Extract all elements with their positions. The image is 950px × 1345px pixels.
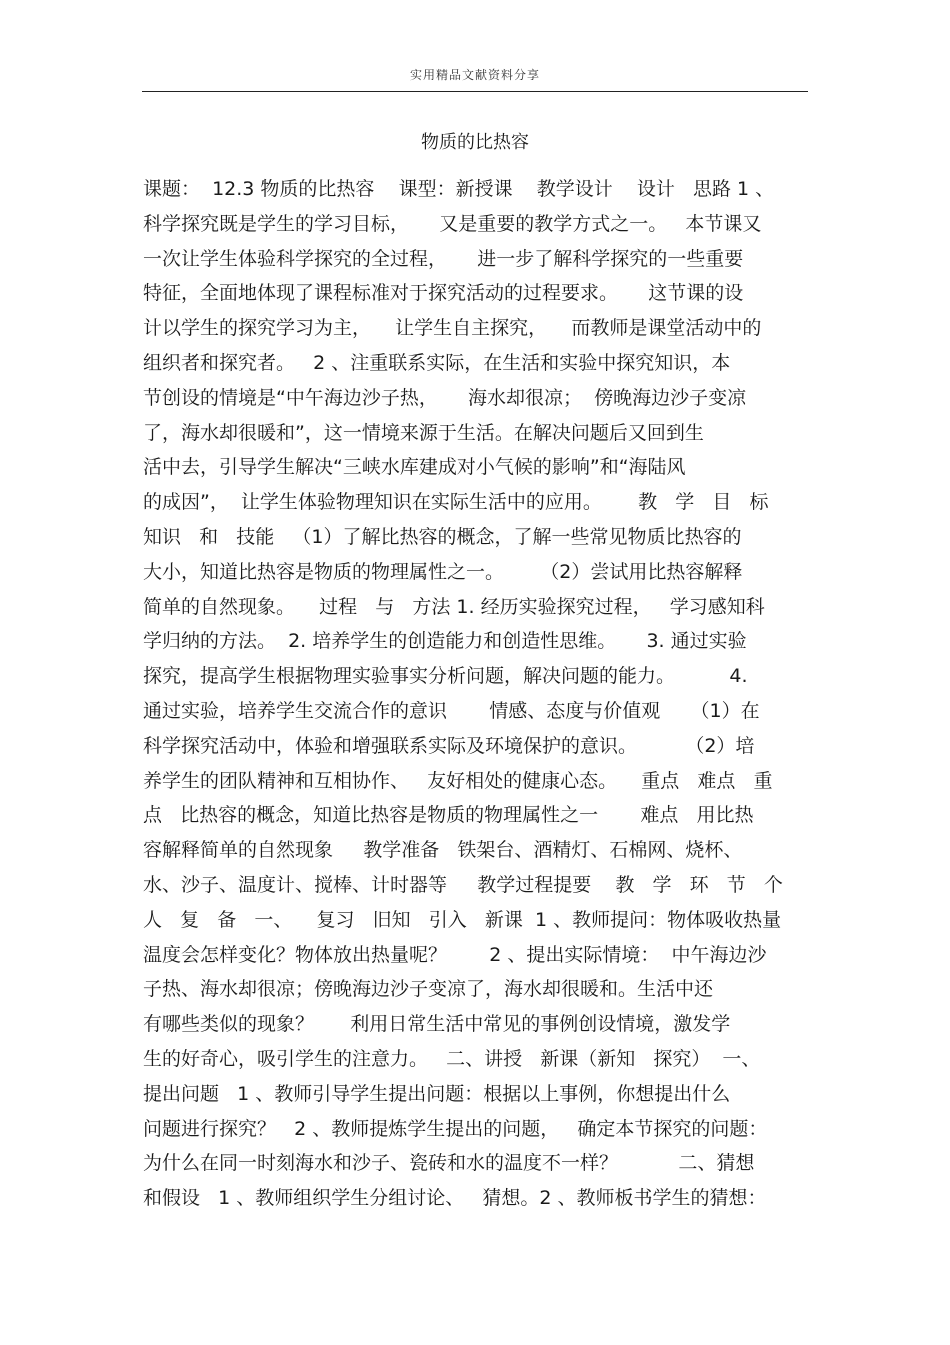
- body-line: 的成因”， 让学生体验物理知识在实际生活中的应用。 教 学 目 标: [143, 491, 769, 514]
- document-body: [143, 172, 809, 1216]
- body-line: 提出问题 1 、教师引导学生提出问题：根据以上事例，你想提出什么: [143, 1082, 731, 1105]
- body-line: 有哪些类似的现象？ 利用日常生活中常见的事例创设情境，激发学: [143, 1013, 731, 1036]
- body-line: 计以学生的探究学习为主， 让学生自主探究， 而教师是课堂活动中的: [143, 317, 762, 340]
- body-line: 课题： 12.3 物质的比热容 课型：新授课 教学设计 设计 思路 1 、: [143, 178, 775, 200]
- body-line: 点 比热容的概念，知道比热容是物质的物理属性之一 难点 用比热: [143, 804, 754, 827]
- body-line: 简单的自然现象。 过程 与 方法 1. 经历实验探究过程， 学习感知科: [143, 595, 765, 618]
- body-line: 子热、海水却很凉；傍晚海边沙子变凉了，海水却很暖和。生活中还: [143, 978, 714, 1001]
- body-line: 容解释简单的自然现象 教学准备 铁架台、酒精灯、石棉网、烧杯、: [143, 839, 743, 862]
- body-line: 大小，知道比热容是物质的物理属性之一。 （2）尝试用比热容解释: [143, 560, 743, 583]
- page-header: 实用精品文献资料分享: [409, 68, 540, 82]
- body-line: 一次让学生体验科学探究的全过程， 进一步了解科学探究的一些重要: [143, 247, 744, 270]
- body-line: 科学探究活动中，体验和增强联系实际及环境保护的意识。 （2）培: [143, 734, 755, 757]
- body-line: 组织者和探究者。 2 、注重联系实际，在生活和实验中探究知识，本: [143, 351, 731, 374]
- body-line: 知识 和 技能 （1）了解比热容的概念，了解一些常见物质比热容的: [143, 525, 742, 548]
- body-line: 水、沙子、温度计、搅棒、计时器等 教学过程提要 教 学 环 节 个: [143, 873, 783, 896]
- body-line: 节创设的情境是“中午海边沙子热， 海水却很凉； 傍晚海边沙子变凉: [143, 386, 747, 409]
- header-divider: [142, 91, 808, 92]
- body-line: 和假设 1 、教师组织学生分组讨论、 猜想。2 、教师板书学生的猜想：: [143, 1187, 767, 1210]
- body-line: 活中去，引导学生解决“三峡水库建成对小气候的影响”和“海陆风: [143, 456, 686, 479]
- body-line: 生的好奇心，吸引学生的注意力。 二、讲授 新课（新知 探究） 一、: [143, 1047, 761, 1070]
- body-line: 特征，全面地体现了课程标准对于探究活动的过程要求。 这节课的设: [143, 282, 744, 305]
- body-line: 学归纳的方法。 2. 培养学生的创造能力和创造性思维。 3. 通过实验: [143, 630, 747, 653]
- body-line: 问题进行探究？ 2 、教师提炼学生提出的问题， 确定本节探究的问题：: [143, 1117, 768, 1140]
- body-line: 科学探究既是学生的学习目标， 又是重要的教学方式之一。 本节课又: [143, 212, 762, 235]
- body-line: 人 复 备 一、 复习 旧知 引入 新课 1 、教师提问：物体吸收热量: [143, 908, 782, 931]
- body-line: 养学生的团队精神和互相协作、 友好相处的健康心态。 重点 难点 重: [143, 769, 773, 792]
- document-title: 物质的比热容: [421, 132, 529, 153]
- body-line: 通过实验，培养学生交流合作的意识 情感、态度与价值观 （1）在: [143, 699, 760, 722]
- body-line: 了，海水却很暖和”，这一情境来源于生活。在解决问题后又回到生: [143, 421, 704, 444]
- body-line: 探究，提高学生根据物理实验事实分析问题，解决问题的能力。 4.: [143, 665, 748, 688]
- body-line: 为什么在同一时刻海水和沙子、瓷砖和水的温度不一样？ 二、猜想: [143, 1152, 755, 1175]
- body-line: 温度会怎样变化？物体放出热量呢？ 2 、提出实际情境： 中午海边沙: [143, 943, 767, 966]
